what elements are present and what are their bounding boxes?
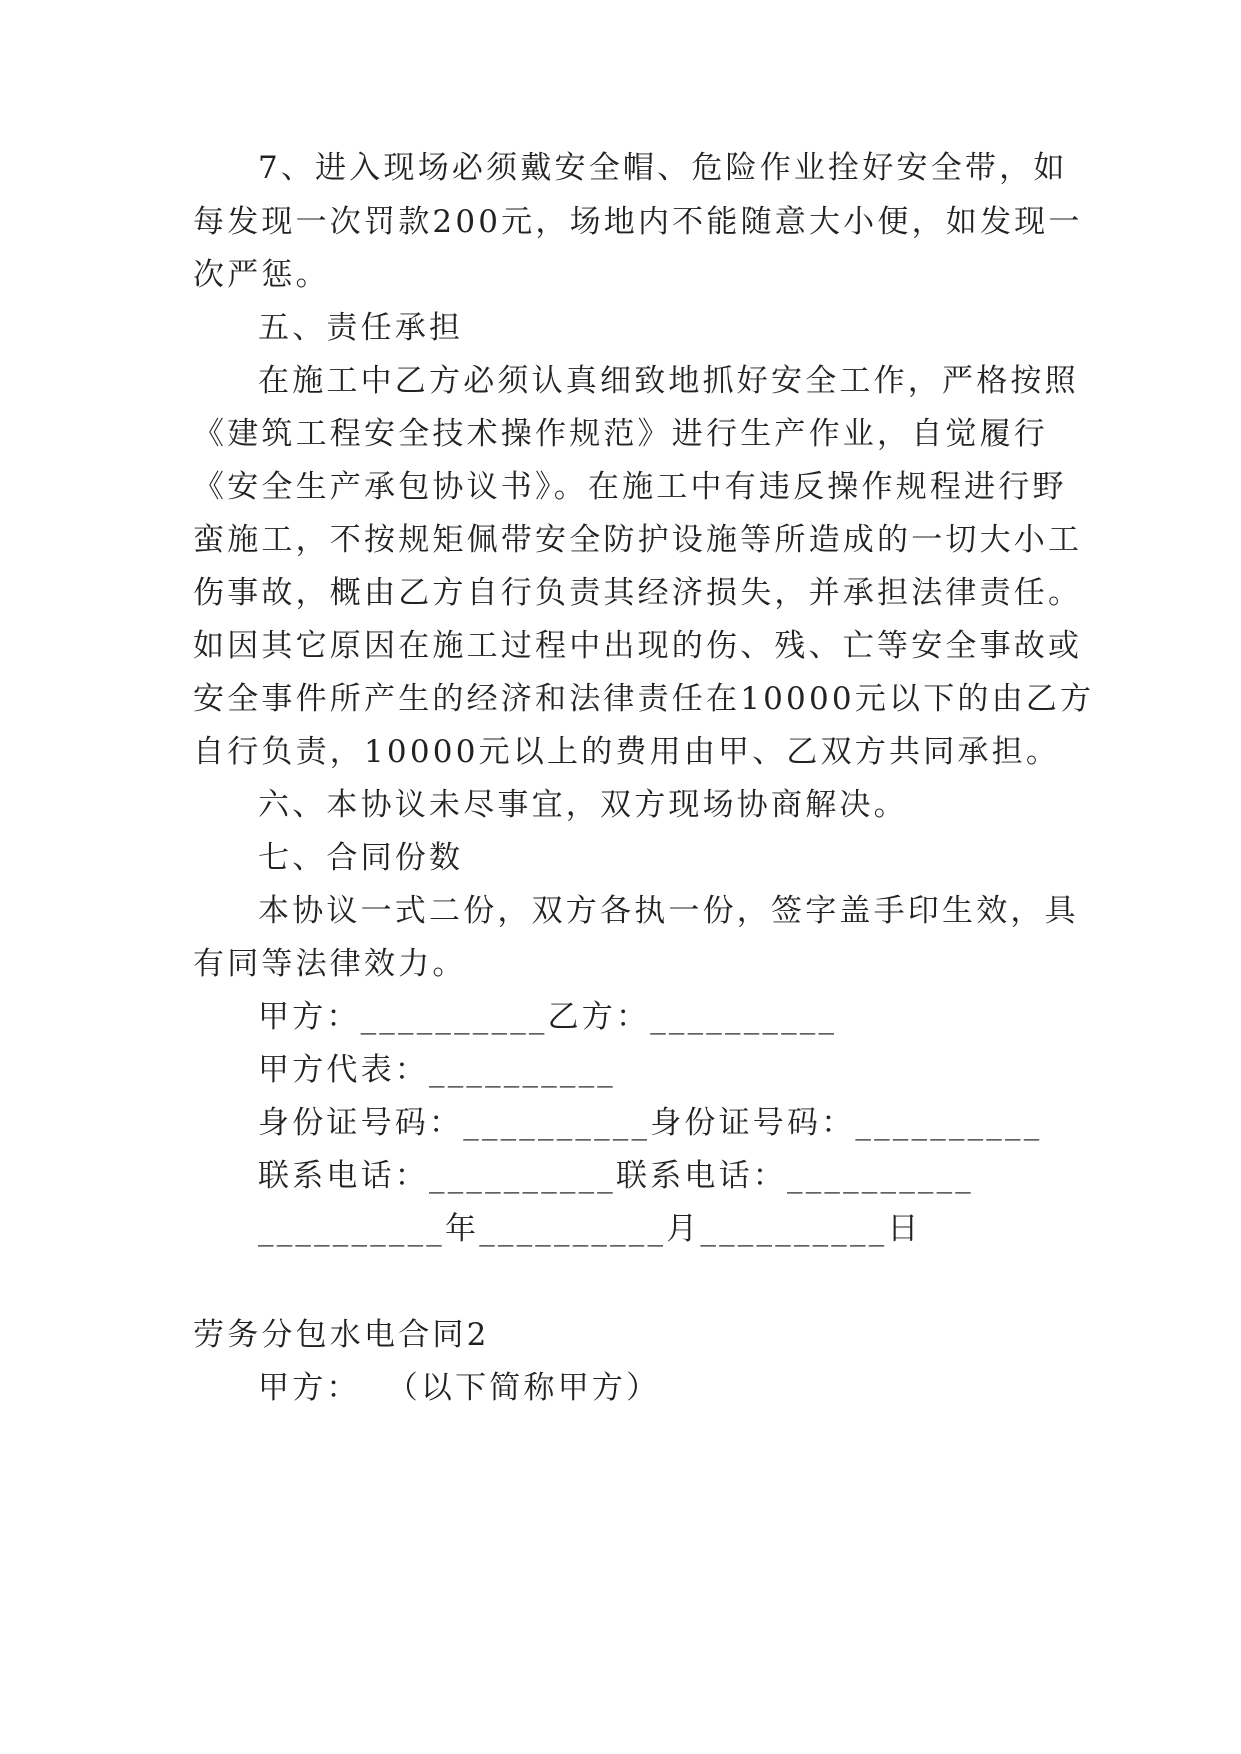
section-heading: 五、责任承担 (258, 310, 464, 346)
paragraph-line: 自行负责，10000元以上的费用由甲、乙双方共同承担。 (193, 734, 1061, 770)
section-heading: 七、合同份数 (258, 840, 464, 876)
paragraph-line: 六、本协议未尽事宜，双方现场协商解决。 (258, 787, 908, 823)
paragraph-line: 如因其它原因在施工过程中出现的伤、残、亡等安全事故或 (193, 628, 1083, 664)
signature-line: 甲方：__________乙方：__________ (258, 999, 838, 1035)
signature-line: 甲方代表：__________ (258, 1052, 616, 1088)
paragraph-line: 7、进入现场必须戴安全帽、危险作业拴好安全带，如 (258, 150, 1068, 186)
paragraph-line: 本协议一式二份，双方各执一份，签字盖手印生效，具 (258, 893, 1079, 929)
paragraph-line: 甲方： （以下简称甲方） (258, 1370, 661, 1406)
paragraph-line: 《建筑工程安全技术操作规范》进行生产作业，自觉履行 (193, 416, 1048, 452)
paragraph-line: 安全事件所产生的经济和法律责任在10000元以下的由乙方 (193, 681, 1095, 717)
signature-line: 联系电话：__________联系电话：__________ (258, 1158, 974, 1194)
paragraph-line: 有同等法律效力。 (193, 946, 467, 982)
paragraph-line: 次严惩。 (193, 257, 330, 293)
date-line: __________年__________月__________日 (258, 1211, 922, 1247)
paragraph-line: 《安全生产承包协议书》。在施工中有违反操作规程进行野 (193, 469, 1067, 505)
paragraph-line: 每发现一次罚款200元，场地内不能随意大小便，如发现一 (193, 204, 1083, 240)
signature-line: 身份证号码：__________身份证号码：__________ (258, 1105, 1043, 1141)
document-title: 劳务分包水电合同2 (193, 1317, 490, 1353)
paragraph-line: 蛮施工，不按规矩佩带安全防护设施等所造成的一切大小工 (193, 522, 1083, 558)
paragraph-line: 在施工中乙方必须认真细致地抓好安全工作，严格按照 (258, 363, 1079, 399)
paragraph-line: 伤事故，概由乙方自行负责其经济损失，并承担法律责任。 (193, 575, 1083, 611)
